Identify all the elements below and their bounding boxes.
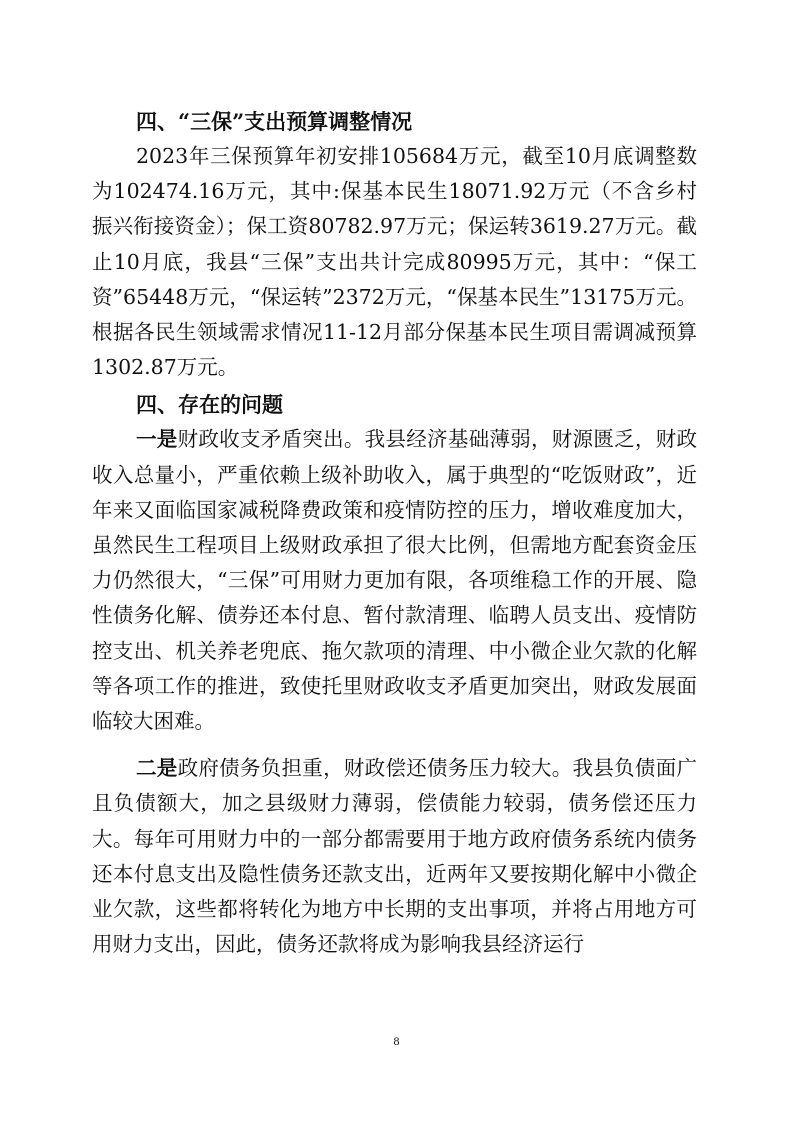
issue-1-lead: 一是 <box>136 427 178 452</box>
section-heading-sanbao: 四、“三保”支出预算调整情况 <box>136 109 413 134</box>
issue-paragraph-2 <box>92 751 697 962</box>
issues-section <box>92 387 697 962</box>
issue-2-lead: 二是 <box>136 756 178 781</box>
section-heading-issues: 四、存在的问题 <box>136 392 283 418</box>
sanbao-paragraph: 2023年三保预算年初安排105684万元，截至10月底调整数为102474.16万元，其中:保基本民生18071.92万元（不含乡村振兴衔接资金）；保工资80782.97万元；保运转3619.27万元。截止10月底，我县“三保”支出共计完成80995万元，其中：“保工资”65448万元，“保运转”2372万元，“保基本民生”13175万元。根据各民生领域需求情况11-12月部分保基本民生项目需调减预算1302.87万元。 <box>92 144 697 380</box>
issue-2-text: 政府债务负担重，财政偿还债务压力较大。我县负债面广且负债额大，加之县级财力薄弱，偿债能力较弱，债务偿还压力大。每年可用财力中的一部分都需要用于地方政府债务系统内债务还本付息支出及隐性债务还款支出，近两年又要按期化解中小微企业欠款，这些都将转化为地方中长期的支出事项，并将占用地方可用财力支出，因此，债务还款将成为影响我县经济运行 <box>92 756 697 957</box>
page-number: 8 <box>393 1034 400 1048</box>
issue-paragraph-1 <box>92 422 697 739</box>
issue-1-text: 财政收支矛盾突出。我县经济基础薄弱，财源匮乏，财政收入总量小，严重依赖上级补助收入，属于典型的“吃饭财政”，近年来又面临国家减税降费政策和疫情防控的压力，增收难度加大，虽然民生工程项目上级财政承担了很大比例，但需地方配套资金压力仍然很大，“三保”可用财力更加有限，各项维稳工作的开展、隐性债务化解、债券还本付息、暂付款清理、临聘人员支出、疫情防控支出、机关养老兜底、拖欠款项的清理、中小微企业欠款的化解等各项工作的推进，致使托里财政收支矛盾更加突出，财政发展面临较大困难。 <box>92 427 697 734</box>
page-content <box>92 104 697 962</box>
